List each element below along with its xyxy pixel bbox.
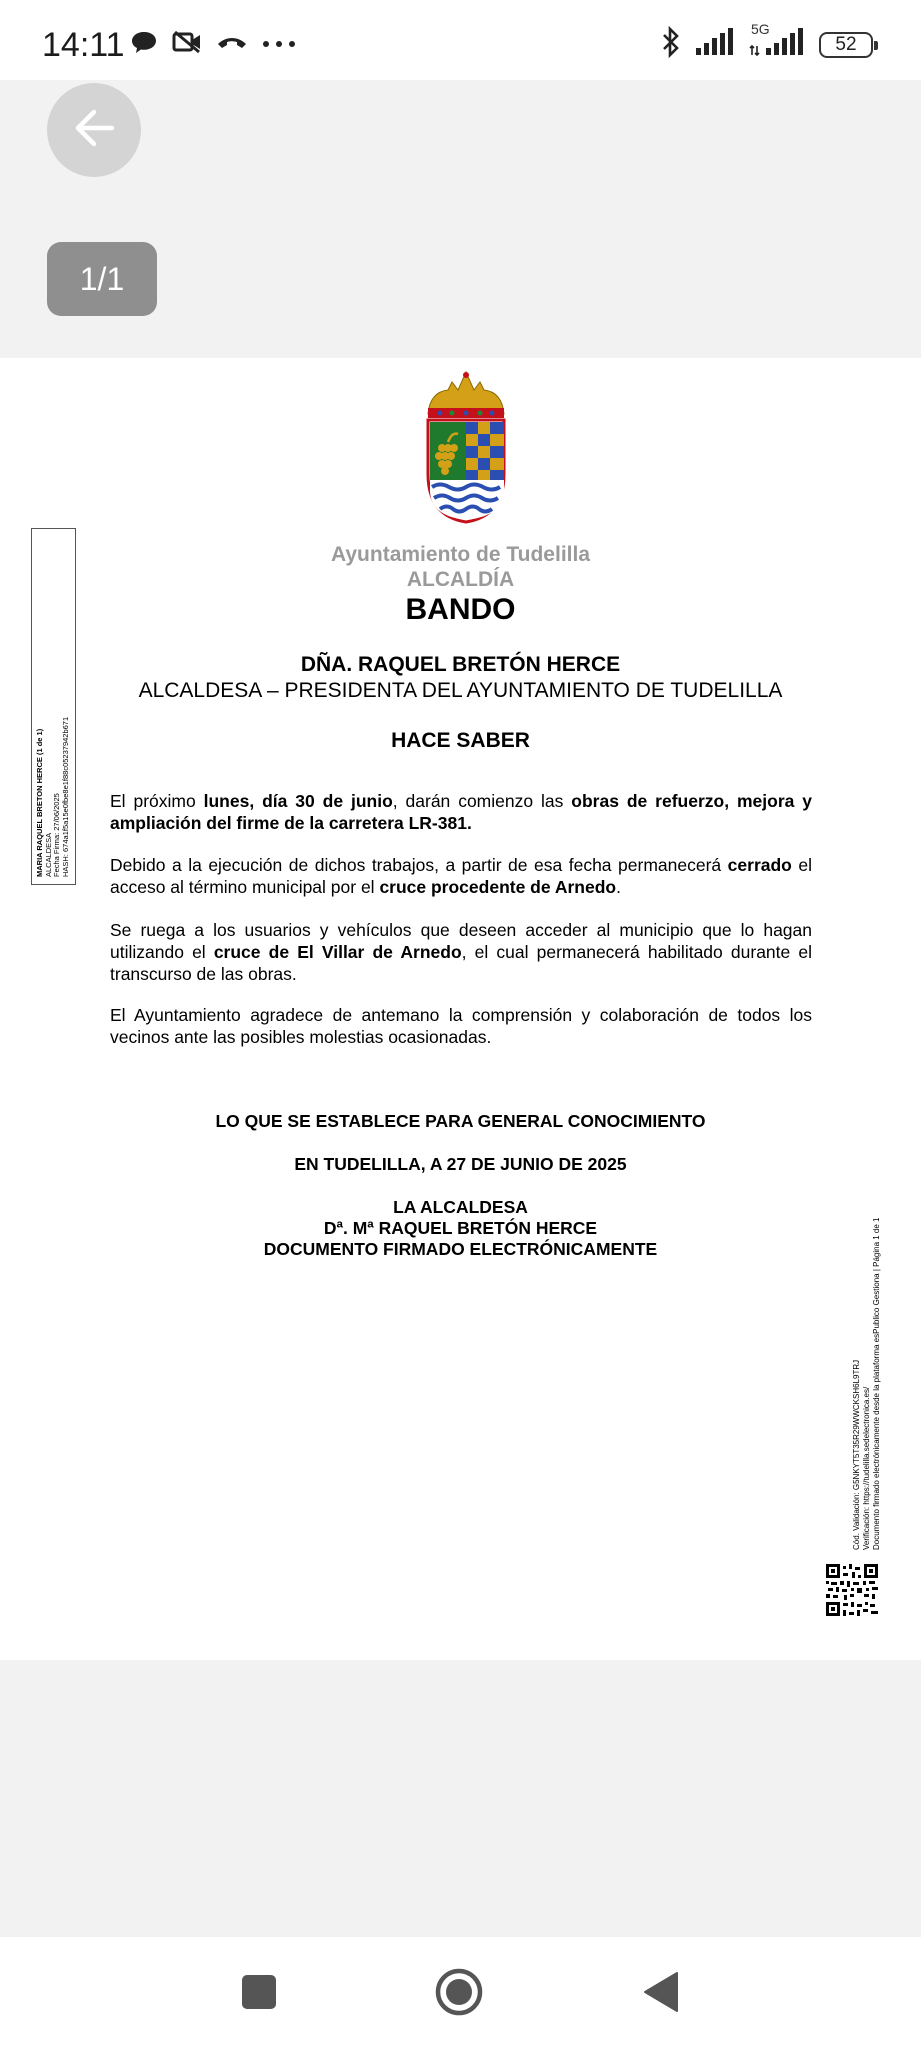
battery-icon: 52 [819, 32, 873, 58]
organization-department: ALCALDÍA [406, 568, 515, 591]
qr-code-icon [826, 1564, 878, 1616]
navigation-bar [0, 1937, 921, 2048]
coat-of-arms-icon [418, 370, 514, 524]
organization-name: Ayuntamiento de Tudelilla [330, 543, 591, 566]
closing-signer-name: Dª. Mª RAQUEL BRETÓN HERCE [323, 1218, 598, 1238]
recents-button[interactable] [232, 1967, 286, 2021]
back-button[interactable] [47, 83, 141, 177]
signer-role: ALCALDESA – PRESIDENTA DEL AYUNTAMIENTO DE TUDELILLA [138, 679, 783, 702]
more-dots-icon [262, 36, 296, 54]
signal-5g-icon [749, 21, 805, 61]
document-title: BANDO [405, 593, 516, 626]
document-page [0, 358, 921, 1660]
verification-text: Cód. Validación: G5NKYT5T35R29WWCKSH6L9TRJ Verificación: https://tudelilla.sedelectronica.es/ Documento firmado electrónicamente desde la plataforma esPublico Gestiona | Página 1 de 1 [852, 1217, 881, 1550]
system-back-button[interactable] [634, 1967, 688, 2021]
paragraph-4: El Ayuntamiento agradece de antemano la comprensión y colaboración de todos los vecinos ante las posibles molestias ocasionadas. [110, 1005, 812, 1047]
status-left-icons [130, 30, 296, 59]
missed-call-icon [216, 32, 248, 57]
square-icon [241, 1974, 277, 2015]
paragraph-3: Se ruega a los usuarios y vehículos que deseen acceder al municipio que lo hagan utilizando el cruce de El Villar de Arnedo, el cual permanecerá habilitado durante el transcurso de las obras. [110, 920, 812, 984]
status-right-icons [661, 21, 873, 63]
chat-bubble-icon [130, 30, 158, 59]
signature-stamp [31, 528, 76, 885]
home-button[interactable] [432, 1967, 486, 2021]
signal-icon [695, 28, 735, 61]
triangle-back-icon [643, 1971, 679, 2018]
closing-signed-note: DOCUMENTO FIRMADO ELECTRÓNICAMENTE [263, 1239, 658, 1259]
closing-signer-title: LA ALCALDESA [393, 1197, 528, 1217]
paragraph-2: Debido a la ejecución de dichos trabajos, a partir de esa fecha permanecerá cerrado el acceso al término municipal por el cruce procedente de Arnedo. [110, 855, 812, 897]
section-heading: HACE SABER [391, 729, 530, 752]
circle-icon [435, 1968, 483, 2021]
closing-statement: LO QUE SE ESTABLECE PARA GENERAL CONOCIMIENTO [215, 1111, 706, 1131]
network-label: 5G [751, 21, 770, 37]
signature-stamp-text: MARIA RAQUEL BRETON HERCE (1 de 1) ALCALDESA Fecha Firma: 27/06/2025 HASH: 674a1f5a15e0fbe8e1f88c05237942b671 [35, 716, 70, 877]
video-off-icon [172, 30, 202, 59]
bluetooth-icon [661, 26, 681, 63]
status-time: 14:11 [42, 26, 125, 64]
arrow-left-icon [72, 108, 116, 153]
page-indicator: 1/1 [47, 242, 157, 316]
closing-place-date: EN TUDELILLA, A 27 DE JUNIO DE 2025 [294, 1154, 627, 1174]
paragraph-1: El próximo lunes, día 30 de junio, darán comienzo las obras de refuerzo, mejora y ampliación del firme de la carretera LR-381. [110, 791, 812, 833]
status-bar [0, 0, 921, 80]
signer-name: DÑA. RAQUEL BRETÓN HERCE [300, 653, 621, 676]
